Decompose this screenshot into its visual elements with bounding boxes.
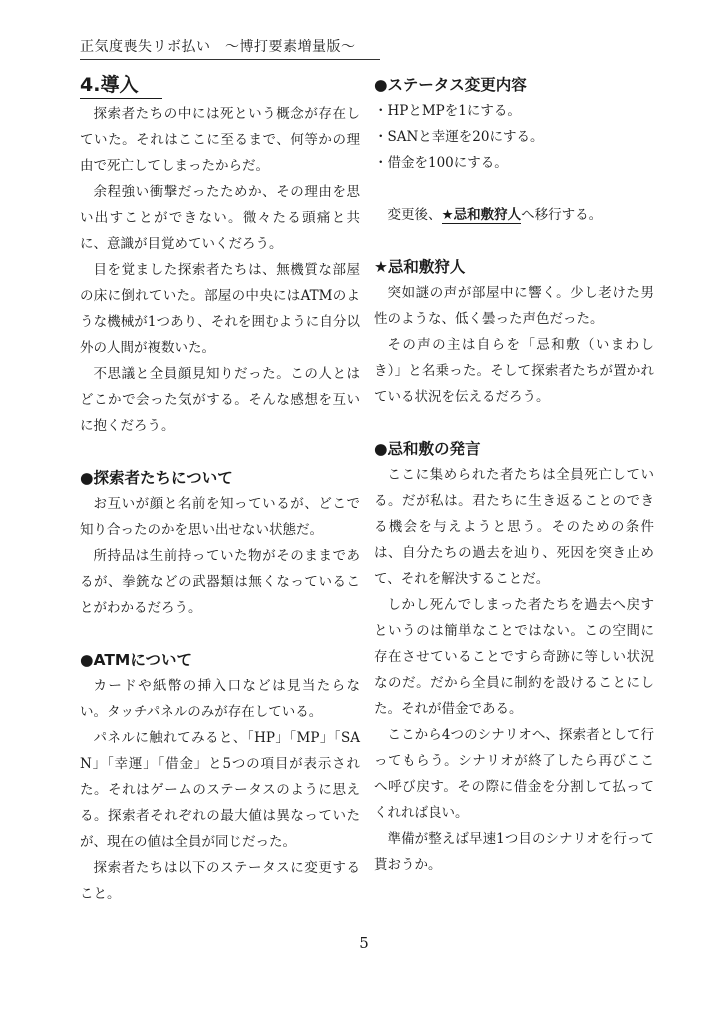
paragraph: ここに集められた者たちは全員死亡している。だが私は。君たちに生き返ることのできる機会を与えようと思う。そのための条件は、自分たちの過去を辿り、死因を突き止めて、それを解決することだ。 [374, 467, 654, 587]
paragraph: 探索者たちは以下のステータスに変更すること。 [80, 860, 360, 902]
paragraph: 所持品は生前持っていた物がそのままであるが、拳銃などの武器類は無くなっていることがわかるだろう。 [80, 548, 360, 616]
paragraph: 不思議と全員顔見知りだった。この人とはどこかで会った気がする。そんな感想を互いに抱くだろう。 [80, 366, 360, 434]
paragraph: ここから4つのシナリオへ、探索者として行ってもらう。シナリオが終了したら再びここへ呼び戻す。その際に借金を分割して払ってくれれば良い。 [374, 727, 654, 821]
paragraph: 余程強い衝撃だったためか、その理由を思い出すことができない。微々たる頭痛と共に、意識が目覚めていくだろう。 [80, 184, 360, 252]
paragraph: お互いが顔と名前を知っているが、どこで知り合ったのかを思い出せない状態だ。 [80, 496, 360, 538]
page-number: 5 [359, 934, 369, 952]
list-item: ・借金を100にする。 [374, 155, 508, 171]
running-header: 正気度喪失リボ払い ～博打要素増量版～ [80, 36, 380, 60]
paragraph: しかし死んでしまった者たちを過去へ戻すというのは簡単なことではない。この空間に存在させていることですら奇跡に等しい状況なのだ。だから全員に制約を設けることにした。それが借金である。 [374, 597, 654, 717]
paragraph: カードや紙幣の挿入口などは見当たらない。タッチパネルのみが存在している。 [80, 678, 360, 720]
paragraph: パネルに触れてみると、「HP」「MP」「SAN」「幸運」「借金」と5つの項目が表示された。それはゲームのステータスのように思える。探索者それぞれの最大値は異なっていたが、現在の値は全員が同じだった。 [80, 730, 360, 850]
atm-heading: ●ATMについて [80, 651, 193, 669]
intro-heading: 4.導入 [80, 72, 162, 99]
right-column [374, 72, 654, 878]
paragraph: 探索者たちの中には死という概念が存在していた。それはここに至るまで、何等かの理由で死亡してしまったからだ。 [80, 106, 360, 174]
list-item: ・SANと幸運を20にする。 [374, 129, 544, 145]
hunter-section-link[interactable]: ★忌和敷狩人 [441, 207, 522, 223]
paragraph: 突如謎の声が部屋中に響く。少し老けた男性のような、低く曇った声色だった。 [374, 285, 654, 327]
paragraph: 目を覚ました探索者たちは、無機質な部屋の床に倒れていた。部屋の中央にはATMのような機械が1つあり、それを囲むように自分以外の人間が複数いた。 [80, 262, 360, 356]
hunter-heading: ★忌和敷狩人 [374, 258, 466, 276]
transition-before: 変更後、 [387, 207, 442, 223]
list-item: ・HPとMPを1にする。 [374, 103, 521, 119]
status-change-heading: ●ステータス変更内容 [374, 76, 527, 94]
speech-heading: ●忌和敷の発言 [374, 440, 481, 458]
left-column [80, 72, 360, 907]
transition-after: へ移行する。 [521, 207, 603, 223]
paragraph: 準備が整えば早速1つ目のシナリオを行って貰おうか。 [374, 831, 654, 873]
investigators-heading: ●探索者たちについて [80, 469, 233, 487]
paragraph: その声の主は自らを「忌和敷（いまわしき）」と名乗った。そして探索者たちが置かれている状況を伝えるだろう。 [374, 337, 654, 405]
transition-line [374, 202, 654, 228]
